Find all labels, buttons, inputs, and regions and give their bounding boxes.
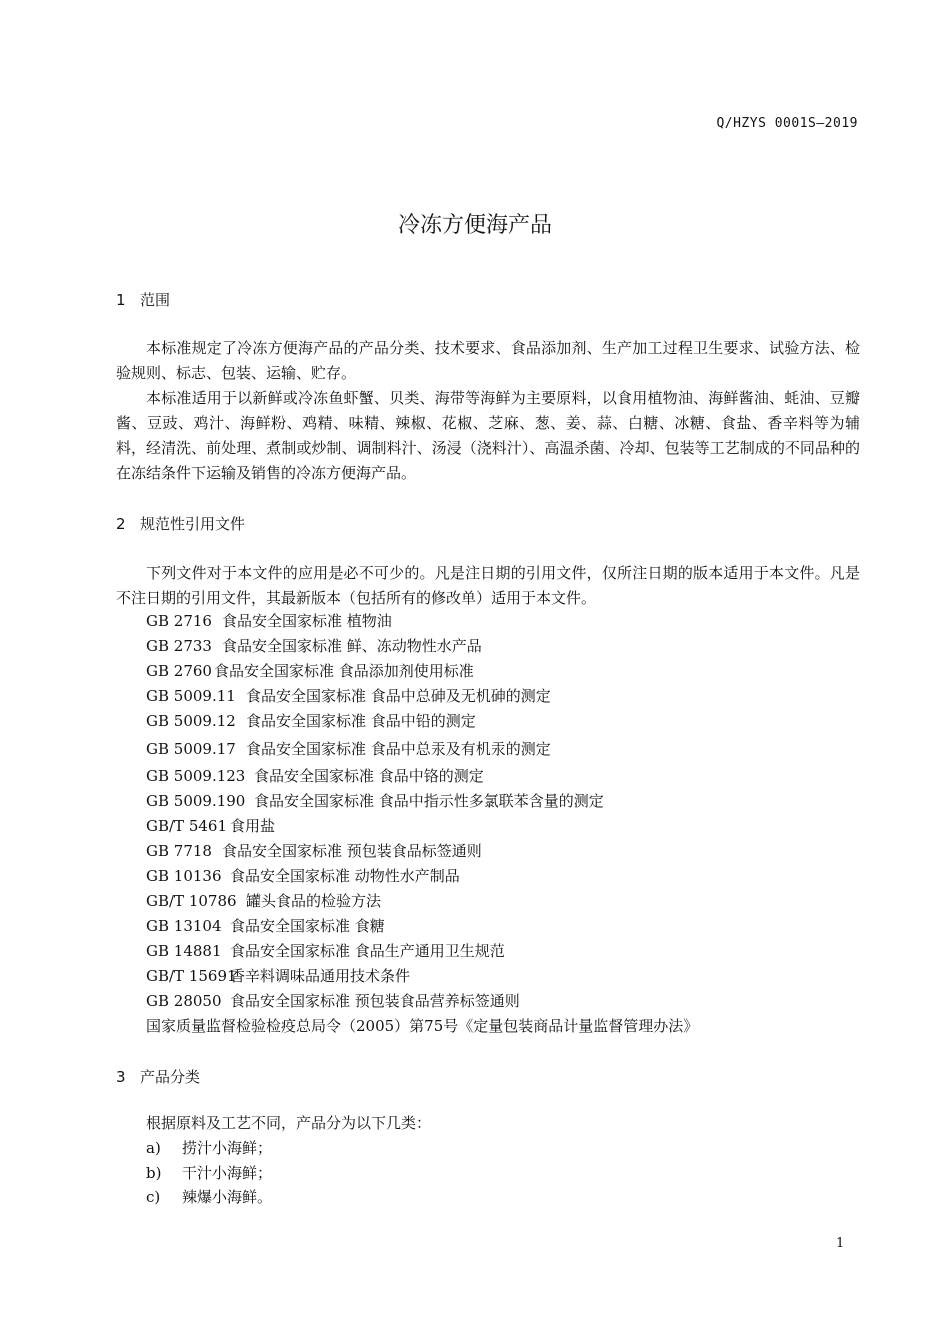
reference-code: GB 2716 [146, 612, 212, 630]
section-number: 3 [116, 1068, 126, 1086]
reference-item [146, 789, 698, 814]
reference-code: GB 5009.190 [146, 792, 246, 810]
reference-code: GB 2733 [146, 637, 212, 655]
reference-code: GB 2760 [146, 662, 212, 680]
reference-item [146, 684, 698, 709]
reference-title: 食品安全国家标准 鲜、冻动物性水产品 [222, 637, 482, 655]
list-marker: c) [146, 1188, 161, 1206]
reference-title: 食品安全国家标准 食品添加剂使用标准 [214, 662, 474, 680]
list-marker: b) [146, 1163, 162, 1182]
section-title: 范围 [140, 291, 171, 309]
document-code: Q/HZYS 0001S—2019 [716, 116, 858, 131]
reference-title: 食品安全国家标准 动物性水产制品 [230, 867, 460, 885]
list-text: 干汁小海鲜； [182, 1163, 273, 1182]
reference-title: 食品安全国家标准 植物油 [222, 612, 392, 630]
list-item [146, 1185, 272, 1210]
list-text: 辣爆小海鲜。 [182, 1188, 273, 1206]
reference-title: 食品安全国家标准 预包装食品标签通则 [222, 842, 482, 860]
reference-item [146, 964, 698, 989]
reference-item [146, 659, 698, 684]
page-number: 1 [836, 1236, 845, 1251]
classification-list [146, 1136, 272, 1210]
reference-title: 食品安全国家标准 预包装食品营养标签通则 [230, 992, 520, 1010]
reference-title: 食品安全国家标准 食品中铅的测定 [246, 712, 476, 730]
reference-title: 食品安全国家标准 食品生产通用卫生规范 [230, 942, 505, 960]
reference-item [146, 914, 698, 939]
reference-item [146, 989, 698, 1014]
reference-title: 罐头食品的检验方法 [246, 892, 382, 910]
reference-item [146, 814, 698, 839]
reference-title: 食品安全国家标准 食品中总砷及无机砷的测定 [246, 687, 551, 705]
reference-item [146, 709, 698, 734]
reference-code: GB 10136 [146, 867, 222, 885]
reference-item [146, 864, 698, 889]
section-heading-classification [116, 1066, 200, 1087]
reference-item [146, 737, 698, 762]
reference-code: GB 7718 [146, 842, 212, 860]
reference-code: GB 5009.12 [146, 712, 236, 730]
reference-code: GB 5009.11 [146, 687, 236, 705]
reference-item [146, 839, 698, 864]
section-title: 规范性引用文件 [140, 515, 246, 533]
reference-item [146, 939, 698, 964]
reference-code: GB/T 5461 [146, 817, 228, 835]
section-heading-scope [116, 289, 170, 310]
reference-item [146, 1014, 698, 1039]
reference-code: GB 5009.123 [146, 767, 246, 785]
classification-intro: 根据原料及工艺不同，产品分为以下几类： [146, 1114, 432, 1132]
reference-title: 食品安全国家标准 食品中铬的测定 [254, 767, 484, 785]
reference-title: 食品安全国家标准 食品中总汞及有机汞的测定 [246, 740, 551, 758]
references-paragraph: 下列文件对于本文件的应用是必不可少的。凡是注日期的引用文件，仅所注日期的版本适用于本文件。凡是不注日期的引用文件，其最新版本（包括所有的修改单）适用于本文件。 [116, 564, 860, 607]
reference-code: GB/T 10786 [146, 892, 237, 910]
reference-title: 食品安全国家标准 食品中指示性多氯联苯含量的测定 [254, 792, 604, 810]
list-text: 捞汁小海鲜； [182, 1139, 273, 1157]
section-number: 1 [116, 291, 126, 309]
section-heading-references [116, 513, 245, 534]
list-item [146, 1136, 272, 1161]
scope-paragraph-1: 本标准规定了冷冻方便海产品的产品分类、技术要求、食品添加剂、生产加工过程卫生要求、试验方法、检验规则、标志、包装、运输、贮存。 [116, 339, 860, 382]
reference-title: 食品安全国家标准 食糖 [230, 917, 385, 935]
reference-code: GB 28050 [146, 992, 222, 1010]
reference-list [146, 609, 698, 1039]
reference-code: GB/T 15691 [146, 967, 237, 985]
section-title: 产品分类 [140, 1068, 201, 1086]
reference-title: 食用盐 [230, 817, 276, 835]
reference-item [146, 609, 698, 634]
section-number: 2 [116, 515, 126, 533]
reference-title: 国家质量监督检验检疫总局令（2005）第75号《定量包装商品计量监督管理办法》 [146, 1017, 699, 1035]
reference-item [146, 764, 698, 789]
list-item [146, 1161, 272, 1186]
reference-title: 香辛料调味品通用技术条件 [230, 967, 411, 985]
reference-item [146, 634, 698, 659]
list-marker: a) [146, 1139, 161, 1157]
reference-item [146, 889, 698, 914]
document-title: 冷冻方便海产品 [397, 213, 552, 238]
scope-paragraph-2: 本标准适用于以新鲜或冷冻鱼虾蟹、贝类、海带等海鲜为主要原料，以食用植物油、海鲜酱油、蚝油、豆瓣酱、豆豉、鸡汁、海鲜粉、鸡精、味精、辣椒、花椒、芝麻、葱、姜、蒜、白糖、冰糖、食盐、香辛料等为辅料，经清洗、前处理、煮制或炒制、调制料汁、汤浸（浇料汁）、高温杀菌、冷却、包装等工艺制成的不同品种的在冻结条件下运输及销售的冷冻方便海产品。 [116, 389, 860, 482]
reference-code: GB 5009.17 [146, 740, 236, 758]
reference-code: GB 13104 [146, 917, 222, 935]
reference-code: GB 14881 [146, 942, 222, 960]
